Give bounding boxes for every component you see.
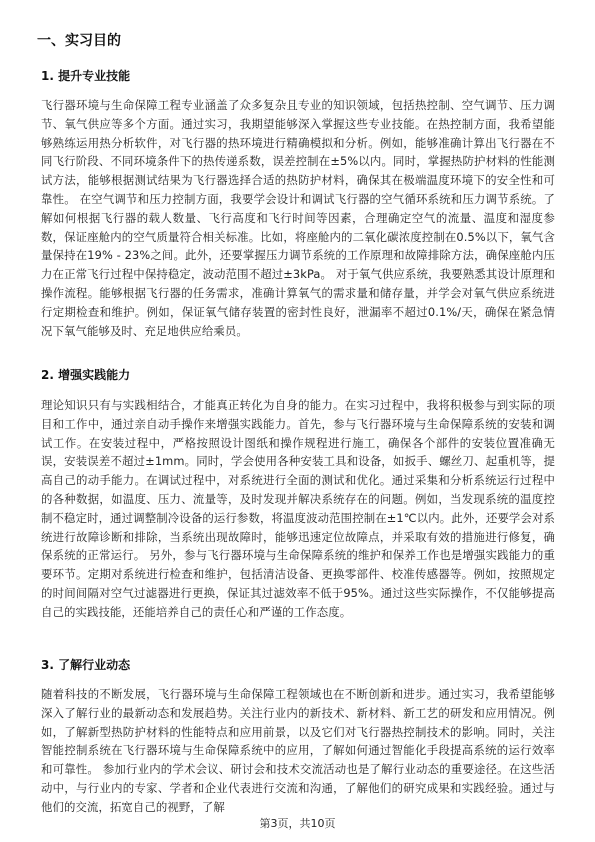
- subsection-heading-skills: 1. 提升专业技能: [41, 69, 131, 83]
- page-number-footer: 第3页，共10页: [259, 817, 336, 830]
- paragraph-industry: 随着科技的不断发展，飞行器环境与生命保障工程领域也在不断创新和进步。通过实习，我希望能够深入了解行业的最新动态和发展趋势。关注行业内的新技术、新材料、新工艺的研发和应用情况。例如，了解新型热防护材料的性能特点和应用前景，以及它们对飞行器热控制技术的影响。同时，关注智能控制系统在飞行器环境与生命保障系统中的应用，了解如何通过智能化手段提高系统的运行效率和可靠性。 参加行业内的学术会议、研讨会和技术交流活动也是了解行业动态的重要途径。在这些活动中，与行业内的专家、学者和企业代表进行交流和沟通，了解他们的研究成果和实践经验。通过与他们的交流，拓宽自己的视野，了解: [41, 687, 555, 814]
- paragraph-practice: 理论知识只有与实践相结合，才能真正转化为自身的能力。在实习过程中，我将积极参与到实际的项目和工作中，通过亲自动手操作来增强实践能力。首先，参与飞行器环境与生命保障系统的安装和调试工作。在安装过程中，严格按照设计图纸和操作规程进行施工，确保各个部件的安装位置准确无误，安装误差不超过±1mm。同时，学会使用各种安装工具和设备，如扳手、螺丝刀、起重机等，提高自己的动手能力。在调试过程中，对系统进行全面的测试和优化。通过采集和分析系统运行过程中的各种数据，如温度、压力、流量等，及时发现并解决系统存在的问题。例如，当发现系统的温度控制不稳定时，通过调整制冷设备的运行参数，将温度波动范围控制在±1℃以内。此外，还要学会对系统进行故障诊断和排除，当系统出现故障时，能够迅速定位故障点，并采取有效的措施进行修复，确保系统的正常运行。 另外，参与飞行器环境与生命保障系统的维护和保养工作也是增强实践能力的重要环节。定期对系统进行检查和维护，包括清洁设备、更换零部件、校准传感器等。例如，按照规定的时间间隔对空气过滤器进行更换，保证其过滤效率不低于95%。通过这些实际操作，不仅能够提高自己的实践技能，还能培养自己的责任心和严谨的工作态度。: [41, 398, 555, 619]
- subsection-heading-practice: 2. 增强实践能力: [41, 368, 131, 382]
- subsection-heading-industry: 3. 了解行业动态: [41, 658, 131, 672]
- section-title: 一、实习目的: [37, 33, 121, 49]
- paragraph-skills: 飞行器环境与生命保障工程专业涵盖了众多复杂且专业的知识领域，包括热控制、空气调节、压力调节、氧气供应等多个方面。通过实习，我期望能够深入掌握这些专业技能。在热控制方面，我希望能够熟练运用热分析软件，对飞行器的热环境进行精确模拟和分析。例如，能够准确计算出飞行器在不同飞行阶段、不同环境条件下的热传递系数，误差控制在±5%以内。同时，掌握热防护材料的性能测试方法，能够根据测试结果为飞行器选择合适的热防护材料，确保其在极端温度环境下的安全性和可靠性。 在空气调节和压力控制方面，我要学会设计和调试飞行器的空气循环系统和压力调节系统。了解如何根据飞行器的载人数量、飞行高度和飞行时间等因素，合理确定空气的流量、温度和湿度参数，保证座舱内的空气质量符合相关标准。比如，将座舱内的二氧化碳浓度控制在0.5%以下，氧气含量保持在19% - 23%之间。此外，还要掌握压力调节系统的工作原理和故障排除方法，确保座舱内压力在正常飞行过程中保持稳定，波动范围不超过±3kPa。 对于氧气供应系统，我要熟悉其设计原理和操作流程。能够根据飞行器的任务需求，准确计算氧气的需求量和储存量，并学会对氧气供应系统进行定期检查和维护。例如，保证氧气储存装置的密封性良好，泄漏率不超过0.1%/天，确保在紧急情况下氧气能够及时、充足地供应给乘员。: [41, 98, 555, 338]
